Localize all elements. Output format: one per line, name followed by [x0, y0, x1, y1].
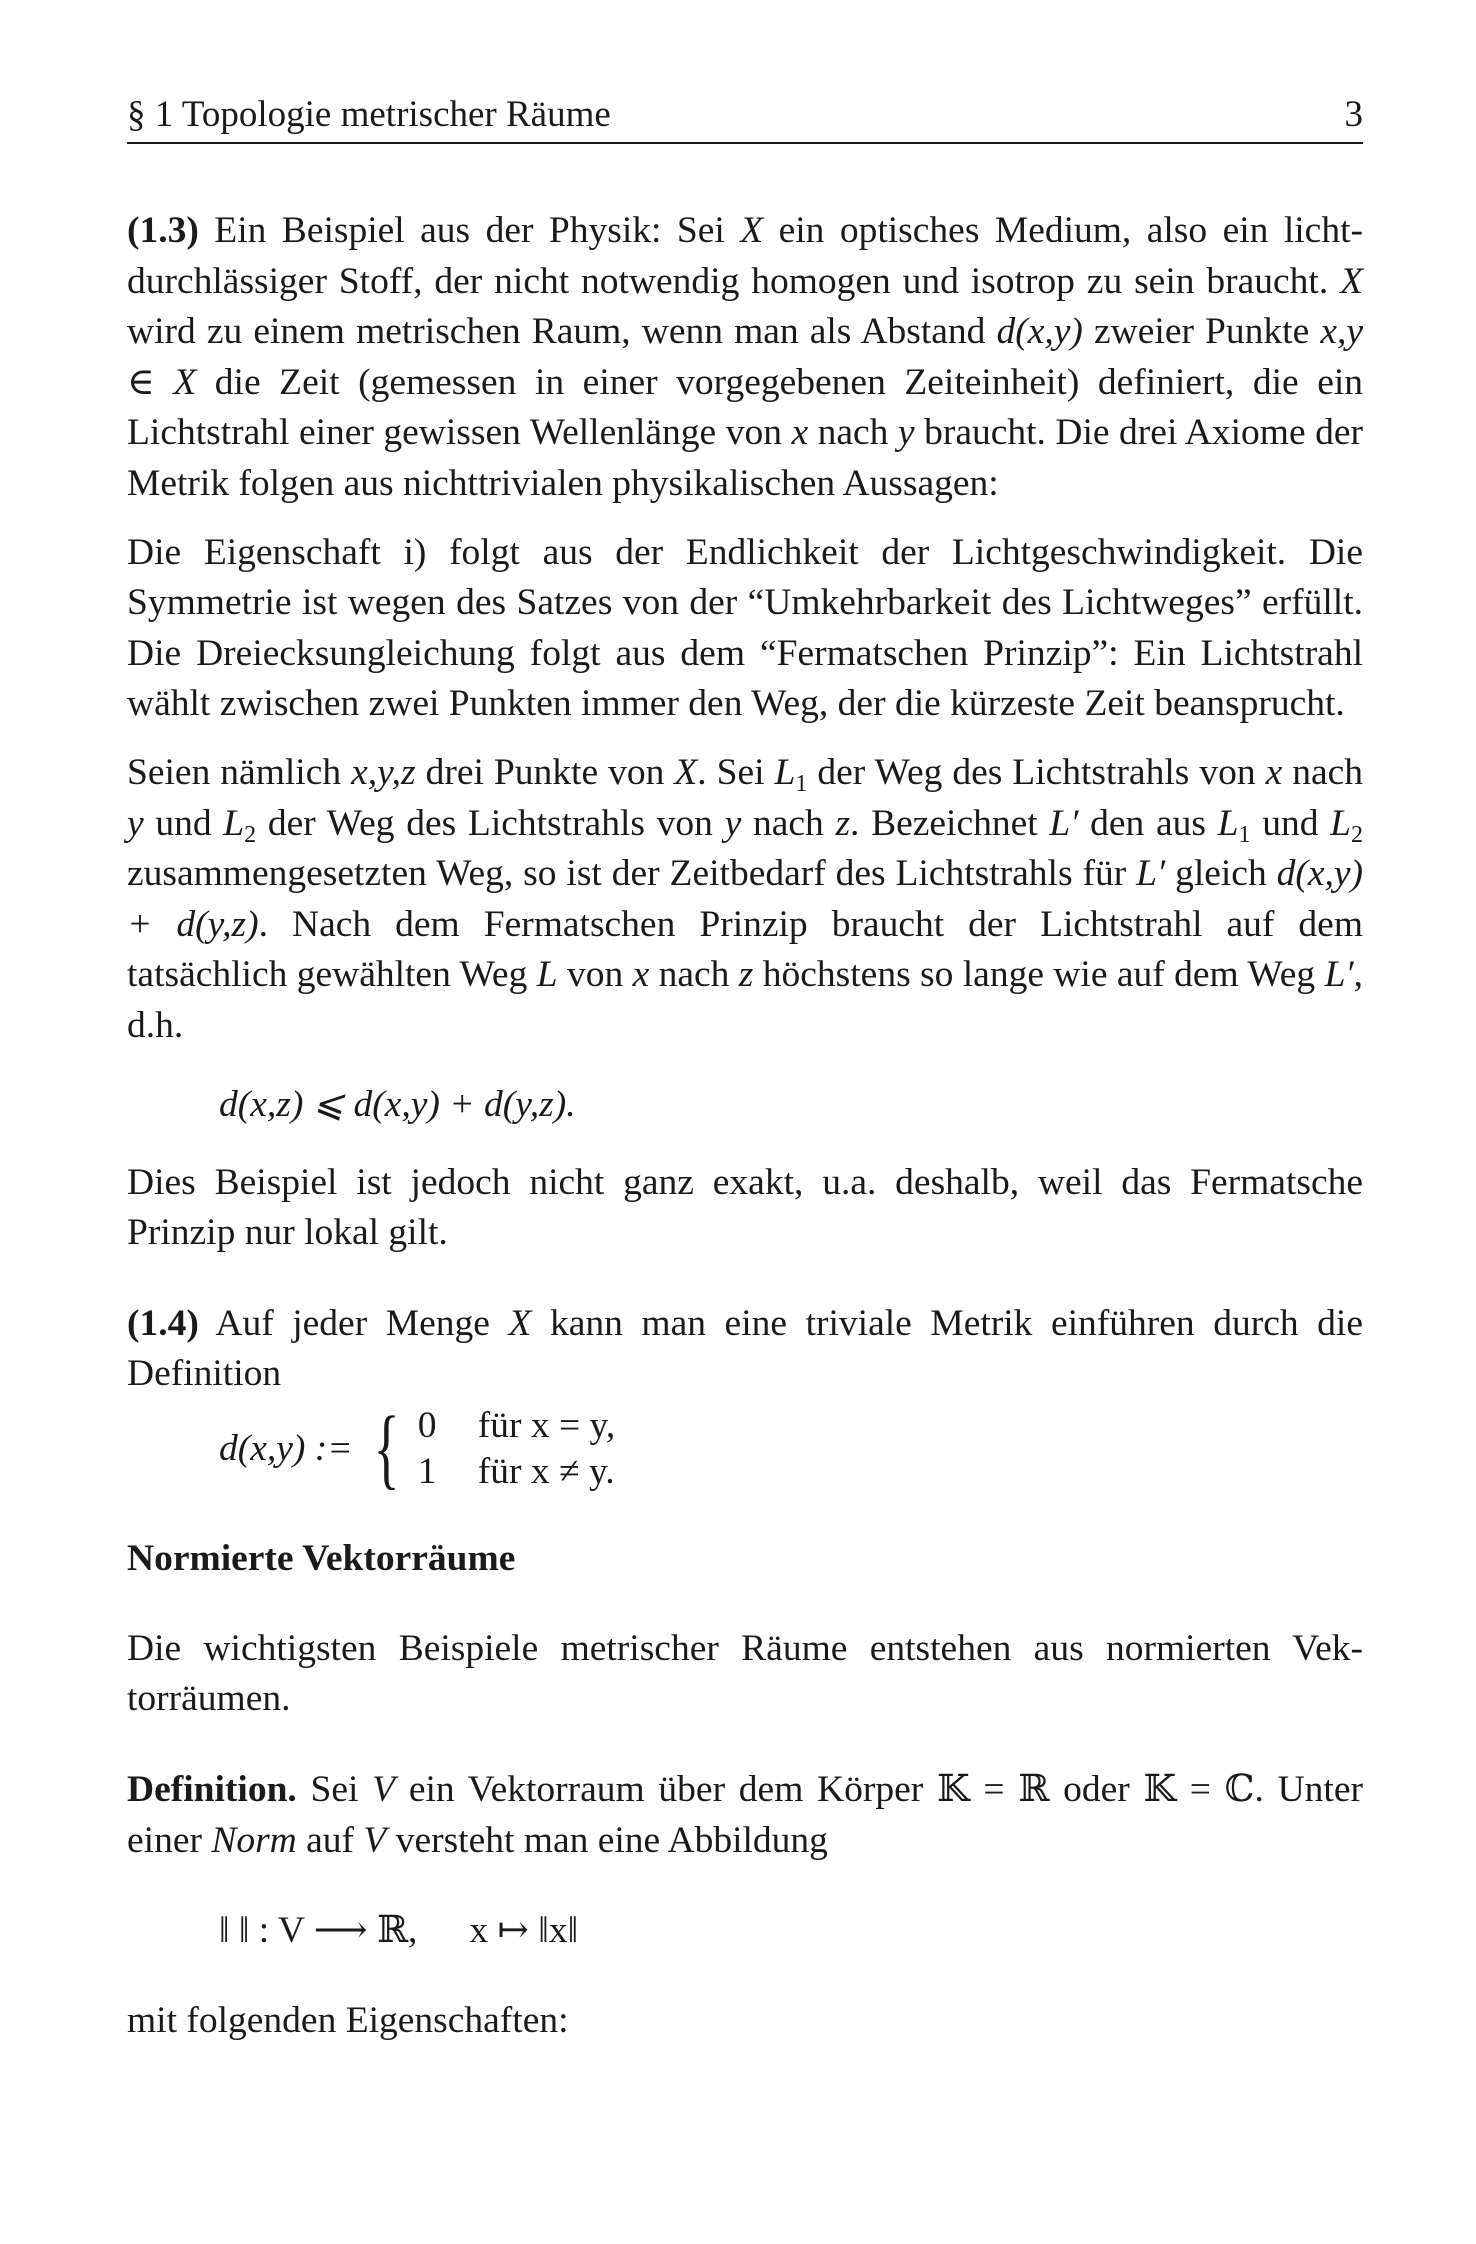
- text: nach: [741, 802, 836, 844]
- text: drei Punkte von: [415, 751, 675, 793]
- example-label: (1.4): [127, 1302, 199, 1344]
- text: Auf jeder Menge: [198, 1302, 509, 1344]
- paragraph-mit: mit folgenden Eigenschaften:: [127, 2000, 569, 2042]
- math-dxy: d(x,y): [996, 311, 1083, 353]
- math-L: L: [1217, 802, 1239, 844]
- triangle-inequality-formula: d(x,z) ⩽ d(x,y) + d(y,z).: [219, 1083, 576, 1125]
- math-X: X: [508, 1302, 532, 1344]
- text: ein optisches Medium, also ein lichtdurchlässiger Stoff, der nicht notwendig homogen und isotrop zu sein braucht.: [127, 210, 1363, 302]
- text: auf: [296, 1819, 364, 1861]
- text: Seien nämlich: [127, 751, 352, 793]
- text: . Nach dem Fermatschen Prinzip braucht der Lichtstrahl auf dem tatsächlich gewählten Weg: [127, 903, 1364, 996]
- paragraph-eigenschaft: Die Eigenschaft i) folgt aus der Endlichkeit der Lichtgeschwindigkeit. Die Symmetrie ist wegen des Satzes von der “Umkehrbarkeit des Lichtweges” erfüllt. Die Dreiecksungleichung folgt aus dem “Fermatschen Prinzip”: Ein Lichtstrahl wählt zwischen zwei Punkten immer den Weg, der die kürzeste Zeit beansprucht.: [127, 531, 1363, 725]
- math-y: y: [724, 802, 742, 844]
- math-L: L: [536, 954, 558, 996]
- math-X: X: [740, 210, 764, 251]
- math-z: z: [835, 802, 851, 844]
- math-L2: [1330, 802, 1364, 848]
- text: versteht man eine Abbildung: [386, 1819, 828, 1861]
- definition-label: Definition.: [127, 1769, 297, 1811]
- paragraph-dies: Dies Beispiel ist jedoch nicht ganz exakt, u.a. deshalb, weil das Fermatsche Prinzip nur lokal gilt.: [127, 1161, 1363, 1254]
- subscript: 1: [795, 770, 808, 797]
- page-number: 3: [1344, 94, 1363, 135]
- text: und: [143, 802, 224, 844]
- text: kann man eine triviale Metrik einführen durch die Definition: [127, 1302, 1363, 1395]
- math-x: x: [791, 412, 809, 454]
- math-L: L: [774, 751, 796, 793]
- example-label: (1.3): [127, 210, 199, 251]
- case-1-value: 0: [417, 1404, 437, 1446]
- subscript: 2: [1351, 821, 1364, 848]
- case-2-condition: für x ≠ y.: [477, 1450, 615, 1492]
- text: der Weg des Lichtstrahls von: [807, 751, 1266, 793]
- text: höchstens so lange wie auf dem Weg: [753, 954, 1325, 996]
- paragraph-seien: [127, 748, 1363, 1052]
- left-brace: {: [373, 1398, 400, 1498]
- case-2-value: 1: [417, 1450, 437, 1492]
- math-L: L: [1330, 802, 1352, 844]
- text: ein Vektorraum über dem Körper 𝕂 = ℝ oder 𝕂 = ℂ. Unter einer: [127, 1769, 1363, 1861]
- math-x: x: [1265, 751, 1283, 793]
- math-L2: [223, 802, 257, 848]
- text: von: [557, 954, 633, 996]
- text: zusammengesetzten Weg, so ist der Zeitbedarf des Lichtstrahls für: [127, 853, 1137, 895]
- text: nach: [1282, 751, 1363, 793]
- text: zweier Punkte: [1082, 311, 1321, 353]
- math-V: V: [372, 1769, 396, 1811]
- running-header: [127, 92, 1363, 144]
- page-body: [127, 206, 1363, 2047]
- math-Lprime: L′: [1049, 802, 1079, 844]
- math-xyz: x,y,z: [351, 751, 416, 793]
- paragraph-1-3: [127, 206, 1363, 510]
- paragraph-1-4: [127, 1299, 1363, 1400]
- running-title: § 1 Topologie metrischer Räume: [127, 94, 611, 135]
- formula-cases: [418, 1404, 615, 1494]
- norm-map-formula: [127, 1906, 1363, 1956]
- text: nach: [649, 954, 739, 996]
- text: die Zeit (gemessen in einer vorgegebenen Zeiteinheit) definiert, die ein Lichtstrahl einer gewissen Wellenlänge von: [127, 361, 1364, 454]
- math-L1: [1217, 802, 1251, 848]
- text: gleich: [1165, 853, 1277, 895]
- text: nach: [808, 412, 898, 454]
- text: und: [1250, 802, 1331, 844]
- math-L: L: [223, 802, 245, 844]
- math-Lprime: L′: [1136, 853, 1166, 895]
- discrete-metric-formula: [127, 1398, 1363, 1498]
- text: . Bezeichnet: [850, 802, 1050, 844]
- math-X: X: [674, 751, 698, 793]
- norm-map-right: x ↦ ‖x‖: [469, 1910, 579, 1952]
- norm-term: Norm: [211, 1819, 297, 1861]
- math-y: y: [897, 412, 915, 454]
- math-V: V: [363, 1819, 387, 1861]
- text: der Weg des Lichtstrahls von: [256, 802, 725, 844]
- math-X: X: [1340, 260, 1363, 302]
- subscript: 2: [244, 821, 257, 848]
- section-title: Normierte Vektorräume: [127, 1537, 516, 1579]
- math-y: y: [127, 802, 144, 844]
- math-z: z: [738, 954, 754, 996]
- text: Ein Beispiel aus der Physik: Sei: [198, 210, 741, 251]
- math-xy-in-X: x,y ∈ X: [127, 311, 1363, 403]
- text: braucht. Die drei Axiome der Metrik folgen aus nichttrivialen physikalischen Aussagen:: [127, 412, 1363, 504]
- text: Sei: [296, 1769, 373, 1811]
- math-Lprime: L′: [1324, 954, 1354, 996]
- text: , d.h.: [127, 954, 1364, 1046]
- paragraph-definition: [127, 1765, 1363, 1866]
- text: wird zu einem metrischen Raum, wenn man als Abstand: [127, 311, 997, 353]
- text: den aus: [1078, 802, 1218, 844]
- math-x: x: [632, 954, 650, 996]
- paragraph-wichtig: Die wichtigsten Beispiele metrischer Räume entstehen aus normierten Vektorräumen.: [127, 1627, 1363, 1720]
- math-L1: [774, 751, 808, 797]
- math-sum: d(x,y) + d(y,z): [127, 853, 1363, 945]
- norm-map-left: ‖ ‖ : V ⟶ ℝ,: [219, 1910, 418, 1952]
- subscript: 1: [1238, 821, 1251, 848]
- case-1-condition: für x = y,: [477, 1404, 616, 1446]
- formula-lhs: d(x,y) :=: [219, 1428, 353, 1470]
- text: . Sei: [697, 751, 775, 793]
